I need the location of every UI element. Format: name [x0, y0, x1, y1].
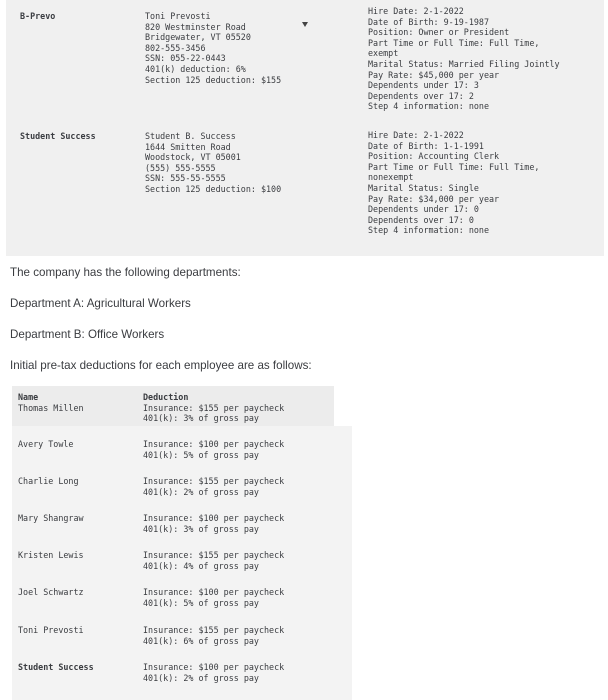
- detail-line: Date of Birth: 9-19-1987: [368, 16, 490, 27]
- detail-line: Part Time or Full Time: Full Time,: [368, 161, 540, 172]
- detail-line: Step 4 information: none: [368, 101, 490, 112]
- employee-label-b-prevo: B-Prevo: [20, 11, 56, 21]
- detail-line: Dependents under 17: 3: [368, 80, 479, 91]
- deduction-line: Insurance: $100 per paycheck: [143, 439, 285, 449]
- detail-line: Hire Date: 2-1-2022: [368, 6, 464, 16]
- table-row-name: [18, 392, 84, 413]
- detail-line: Dependents over 17: 2: [368, 90, 474, 101]
- deduction-line: 401(k): 2% of gross pay: [143, 486, 259, 497]
- employee-address-student-success: [145, 131, 281, 195]
- row-name: Thomas Millen: [18, 402, 84, 413]
- deduction-line: Insurance: $155 per paycheck: [143, 476, 285, 486]
- deduction-line: Insurance: $155 per paycheck: [143, 550, 285, 560]
- table-row-deduction: [143, 513, 284, 534]
- deduction-line: 401(k): 5% of gross pay: [143, 597, 259, 608]
- deductions-intro: Initial pre-tax deductions for each employee are as follows:: [10, 359, 312, 372]
- detail-line: Pay Rate: $34,000 per year: [368, 193, 500, 204]
- detail-line: Pay Rate: $45,000 per year: [368, 69, 500, 80]
- detail-line: Part Time or Full Time: Full Time,: [368, 37, 540, 48]
- deduction-line: Insurance: $100 per paycheck: [143, 662, 285, 672]
- table-row-deduction: [143, 550, 284, 571]
- address-line: Student B. Success: [145, 131, 236, 141]
- deduction-line: Insurance: $155 per paycheck: [143, 625, 285, 635]
- table-row-deduction: [143, 476, 284, 497]
- detail-line: Step 4 information: none: [368, 225, 490, 236]
- table-row-deduction: [143, 439, 284, 460]
- table-row-deduction: [143, 587, 284, 608]
- deduction-line: 401(k): 4% of gross pay: [143, 560, 259, 571]
- header-deduction: Deduction: [143, 392, 189, 402]
- detail-line: nonexempt: [368, 172, 414, 183]
- detail-line: Marital Status: Single: [368, 182, 479, 193]
- table-row-deduction: [143, 662, 284, 683]
- detail-line: Hire Date: 2-1-2022: [368, 130, 464, 140]
- deduction-line: Insurance: $100 per paycheck: [143, 513, 285, 523]
- employee-label-student-success: Student Success: [20, 131, 96, 141]
- detail-line: Date of Birth: 1-1-1991: [368, 140, 484, 151]
- detail-line: Dependents under 17: 0: [368, 204, 479, 215]
- detail-line: Marital Status: Married Filing Jointly: [368, 58, 560, 69]
- address-line: 401(k) deduction: 6%: [145, 63, 246, 74]
- address-line: 802-555-3456: [145, 42, 206, 53]
- deduction-line: 401(k): 3% of gross pay: [143, 413, 259, 424]
- row-name: Charlie Long: [18, 476, 79, 486]
- employee-details-b-prevo: [368, 6, 560, 112]
- detail-line: Position: Owner or President: [368, 27, 510, 38]
- table-row-deduction: [143, 625, 284, 646]
- address-line: Bridgewater, VT 05520: [145, 32, 251, 43]
- header-name: Name: [18, 392, 39, 402]
- address-line: SSN: 055-22-0443: [145, 53, 226, 64]
- address-line: Section 125 deduction: $100: [145, 183, 282, 194]
- address-line: Toni Prevosti: [145, 11, 211, 21]
- deduction-line: Insurance: $155 per paycheck: [143, 402, 285, 413]
- deduction-line: 401(k): 5% of gross pay: [143, 449, 259, 460]
- row-name: Joel Schwartz: [18, 587, 84, 597]
- deduction-line: 401(k): 6% of gross pay: [143, 635, 259, 646]
- employee-address-b-prevo: [145, 11, 281, 85]
- table-row-deduction: [143, 392, 284, 424]
- deduction-line: 401(k): 3% of gross pay: [143, 523, 259, 534]
- address-line: Woodstock, VT 05001: [145, 152, 241, 163]
- row-name: Kristen Lewis: [18, 550, 84, 560]
- row-name: Mary Shangraw: [18, 513, 84, 523]
- employee-details-student-success: [368, 130, 539, 236]
- address-line: (555) 555-5555: [145, 162, 216, 173]
- detail-line: Position: Accounting Clerk: [368, 151, 500, 162]
- deduction-line: Insurance: $100 per paycheck: [143, 587, 285, 597]
- address-line: Section 125 deduction: $155: [145, 74, 282, 85]
- cursor-arrow-icon: [302, 22, 308, 27]
- row-name: Student Success: [18, 662, 94, 672]
- detail-line: Dependents over 17: 0: [368, 214, 474, 225]
- address-line: SSN: 555-55-5555: [145, 173, 226, 184]
- address-line: 820 Westminster Road: [145, 21, 246, 32]
- row-name: Avery Towle: [18, 439, 74, 449]
- address-line: 1644 Smitten Road: [145, 141, 231, 152]
- department-a: Department A: Agricultural Workers: [10, 297, 191, 310]
- deduction-line: 401(k): 2% of gross pay: [143, 672, 259, 683]
- departments-intro: The company has the following departments:: [10, 266, 241, 279]
- detail-line: exempt: [368, 48, 399, 59]
- department-b: Department B: Office Workers: [10, 328, 165, 341]
- row-name: Toni Prevosti: [18, 625, 84, 635]
